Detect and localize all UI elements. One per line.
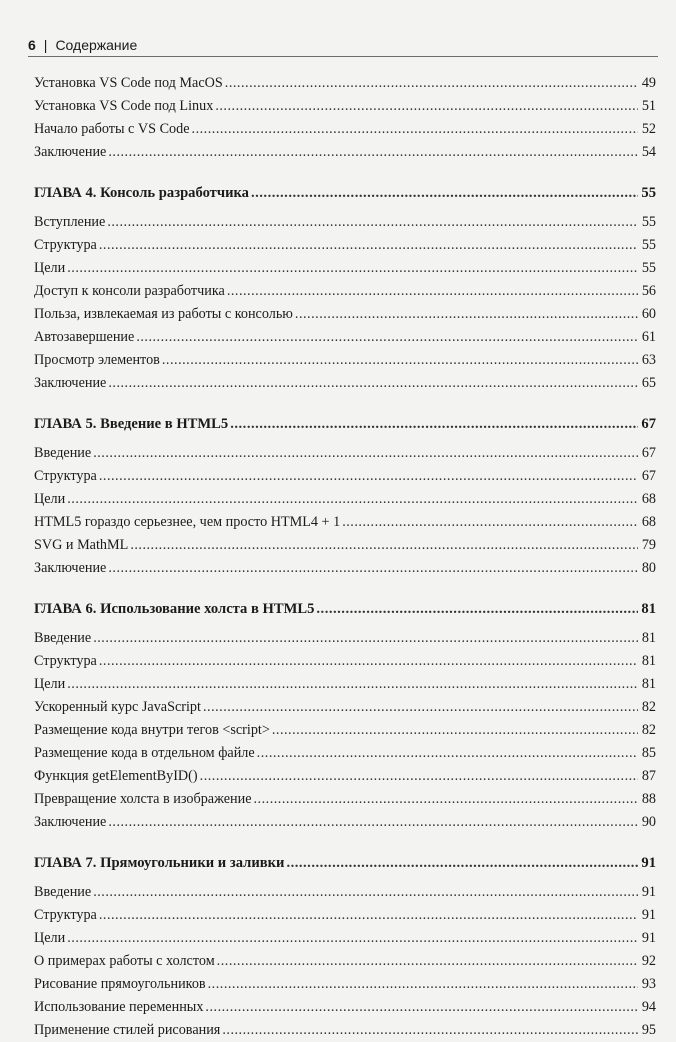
toc-entry: [34, 650, 656, 673]
toc-entry: [34, 326, 656, 349]
toc-entry: [34, 627, 656, 650]
toc-entry-title: Структура: [34, 653, 97, 669]
dot-leader: [67, 927, 638, 950]
chapter-heading: [34, 413, 656, 436]
toc-entry-page: 91: [641, 884, 656, 900]
toc-entry: [34, 95, 656, 118]
toc-entry-page: 56: [641, 283, 656, 299]
toc-entry-page: 82: [641, 722, 656, 738]
toc-entry: [34, 927, 656, 950]
toc-entry: [34, 904, 656, 927]
toc-entry: [34, 211, 656, 234]
toc-entry: [34, 280, 656, 303]
toc-entry-page: 80: [641, 560, 656, 576]
toc-entry-page: 90: [641, 814, 656, 830]
chapter-heading-title: ГЛАВА 4. Консоль разработчика: [34, 185, 249, 201]
toc-entry-page: 60: [641, 306, 656, 322]
chapter-heading: [34, 598, 656, 621]
dot-leader: [67, 673, 638, 696]
toc-entry-title: Заключение: [34, 144, 107, 160]
dot-leader: [205, 996, 638, 1019]
toc-entry: [34, 234, 656, 257]
dot-leader: [93, 442, 638, 465]
toc-entry-title: Заключение: [34, 375, 107, 391]
toc-entry-title: Использование переменных: [34, 999, 204, 1015]
section-gap: [34, 580, 656, 598]
running-header: [28, 36, 658, 54]
dot-leader: [108, 372, 638, 395]
toc-entry-page: 54: [641, 144, 656, 160]
toc-entry: [34, 1019, 656, 1042]
toc-entry-page: 91: [641, 907, 656, 923]
dot-leader: [203, 696, 638, 719]
toc-entry: [34, 973, 656, 996]
toc-entry-page: 51: [641, 98, 656, 114]
dot-leader: [227, 280, 638, 303]
toc-entry: [34, 765, 656, 788]
dot-leader: [192, 118, 638, 141]
toc-entry-page: 52: [641, 121, 656, 137]
dot-leader: [99, 904, 638, 927]
dot-leader: [230, 413, 638, 436]
header-separator: |: [43, 37, 48, 53]
chapter-heading-page: 81: [641, 601, 656, 617]
dot-leader: [108, 557, 638, 580]
toc-entry-page: 67: [641, 468, 656, 484]
toc-entry-title: Цели: [34, 260, 66, 276]
dot-leader: [136, 326, 638, 349]
dot-leader: [215, 95, 638, 118]
dot-leader: [99, 234, 638, 257]
chapter-heading-page: 91: [641, 855, 656, 871]
toc-entry: [34, 442, 656, 465]
toc-entry-page: 61: [641, 329, 656, 345]
dot-leader: [222, 1019, 638, 1042]
toc-entry: [34, 719, 656, 742]
chapter-heading-title: ГЛАВА 6. Использование холста в HTML5: [34, 601, 315, 617]
chapter-heading: [34, 182, 656, 205]
toc-entry: [34, 996, 656, 1019]
dot-leader: [99, 465, 638, 488]
toc-entry-page: 87: [641, 768, 656, 784]
toc-entry-title: Просмотр элементов: [34, 352, 160, 368]
toc-entry-page: 67: [641, 445, 656, 461]
toc-entry-title: Введение: [34, 445, 92, 461]
dot-leader: [254, 788, 639, 811]
toc-entry: [34, 511, 656, 534]
toc-entry-title: Цели: [34, 676, 66, 692]
toc-entry-page: 49: [641, 75, 656, 91]
toc-entry-title: Введение: [34, 630, 92, 646]
toc-entry-title: Вступление: [34, 214, 106, 230]
toc-entry: [34, 788, 656, 811]
dot-leader: [67, 257, 638, 280]
toc-entry-title: Доступ к консоли разработчика: [34, 283, 225, 299]
dot-leader: [130, 534, 638, 557]
dot-leader: [99, 650, 638, 673]
toc-entry: [34, 372, 656, 395]
toc-entry-title: Структура: [34, 468, 97, 484]
dot-leader: [107, 211, 638, 234]
dot-leader: [93, 881, 638, 904]
dot-leader: [93, 627, 638, 650]
table-of-contents: [34, 72, 656, 1042]
toc-entry-title: Превращение холста в изображение: [34, 791, 252, 807]
toc-entry-page: 81: [641, 676, 656, 692]
dot-leader: [208, 973, 638, 996]
toc-entry-title: Рисование прямоугольников: [34, 976, 206, 992]
toc-entry-page: 68: [641, 514, 656, 530]
toc-entry-page: 55: [641, 237, 656, 253]
toc-entry: [34, 257, 656, 280]
toc-entry: [34, 673, 656, 696]
toc-entry-page: 88: [641, 791, 656, 807]
toc-entry-page: 94: [641, 999, 656, 1015]
toc-entry-title: Размещение кода внутри тегов <script>: [34, 722, 270, 738]
toc-entry-title: SVG и MathML: [34, 537, 129, 553]
section-gap: [34, 395, 656, 413]
dot-leader: [200, 765, 638, 788]
toc-entry: [34, 696, 656, 719]
toc-entry: [34, 303, 656, 326]
section-gap: [34, 164, 656, 182]
toc-entry-page: 65: [641, 375, 656, 391]
page-number: 6: [28, 37, 36, 53]
toc-entry-title: Установка VS Code под Linux: [34, 98, 214, 114]
dot-leader: [108, 811, 638, 834]
toc-entry: [34, 557, 656, 580]
toc-entry-page: 81: [641, 630, 656, 646]
toc-entry: [34, 534, 656, 557]
toc-entry-page: 68: [641, 491, 656, 507]
toc-entry: [34, 742, 656, 765]
toc-entry-title: Заключение: [34, 560, 107, 576]
section-gap: [34, 834, 656, 852]
toc-entry: [34, 488, 656, 511]
toc-entry-title: Цели: [34, 491, 66, 507]
toc-entry: [34, 141, 656, 164]
toc-entry-title: Размещение кода в отдельном файле: [34, 745, 255, 761]
toc-entry-page: 63: [641, 352, 656, 368]
toc-entry: [34, 465, 656, 488]
dot-leader: [162, 349, 638, 372]
toc-entry-title: HTML5 гораздо серьезнее, чем просто HTML4 + 1: [34, 514, 341, 530]
toc-entry: [34, 950, 656, 973]
header-rule: [28, 56, 658, 57]
dot-leader: [272, 719, 638, 742]
chapter-heading-page: 55: [641, 185, 656, 201]
toc-entry-title: Функция getElementByID(): [34, 768, 198, 784]
toc-entry-page: 55: [641, 260, 656, 276]
dot-leader: [67, 488, 638, 511]
dot-leader: [286, 852, 638, 875]
toc-entry-page: 82: [641, 699, 656, 715]
toc-entry-title: Введение: [34, 884, 92, 900]
chapter-heading: [34, 852, 656, 875]
dot-leader: [342, 511, 638, 534]
toc-entry-page: 93: [641, 976, 656, 992]
toc-entry-page: 92: [641, 953, 656, 969]
dot-leader: [108, 141, 638, 164]
toc-entry: [34, 881, 656, 904]
dot-leader: [295, 303, 638, 326]
chapter-heading-title: ГЛАВА 5. Введение в HTML5: [34, 416, 229, 432]
toc-entry: [34, 811, 656, 834]
toc-entry-title: Польза, извлекаемая из работы с консолью: [34, 306, 293, 322]
toc-entry-page: 79: [641, 537, 656, 553]
header-title: Содержание: [55, 37, 138, 53]
toc-entry-page: 91: [641, 930, 656, 946]
toc-entry-title: О примерах работы с холстом: [34, 953, 215, 969]
toc-entry-title: Заключение: [34, 814, 107, 830]
toc-entry-title: Структура: [34, 907, 97, 923]
chapter-heading-page: 67: [641, 416, 656, 432]
chapter-heading-title: ГЛАВА 7. Прямоугольники и заливки: [34, 855, 285, 871]
toc-entry: [34, 72, 656, 95]
dot-leader: [251, 182, 638, 205]
toc-entry: [34, 118, 656, 141]
dot-leader: [217, 950, 638, 973]
toc-entry: [34, 349, 656, 372]
toc-entry-page: 55: [641, 214, 656, 230]
toc-entry-page: 81: [641, 653, 656, 669]
toc-entry-title: Автозавершение: [34, 329, 135, 345]
toc-entry-page: 85: [641, 745, 656, 761]
toc-entry-title: Структура: [34, 237, 97, 253]
toc-entry-title: Цели: [34, 930, 66, 946]
toc-entry-title: Начало работы с VS Code: [34, 121, 190, 137]
dot-leader: [225, 72, 638, 95]
dot-leader: [257, 742, 638, 765]
dot-leader: [316, 598, 638, 621]
toc-entry-title: Применение стилей рисования: [34, 1022, 221, 1038]
toc-entry-title: Установка VS Code под MacOS: [34, 75, 223, 91]
toc-entry-page: 95: [641, 1022, 656, 1038]
toc-entry-title: Ускоренный курс JavaScript: [34, 699, 201, 715]
